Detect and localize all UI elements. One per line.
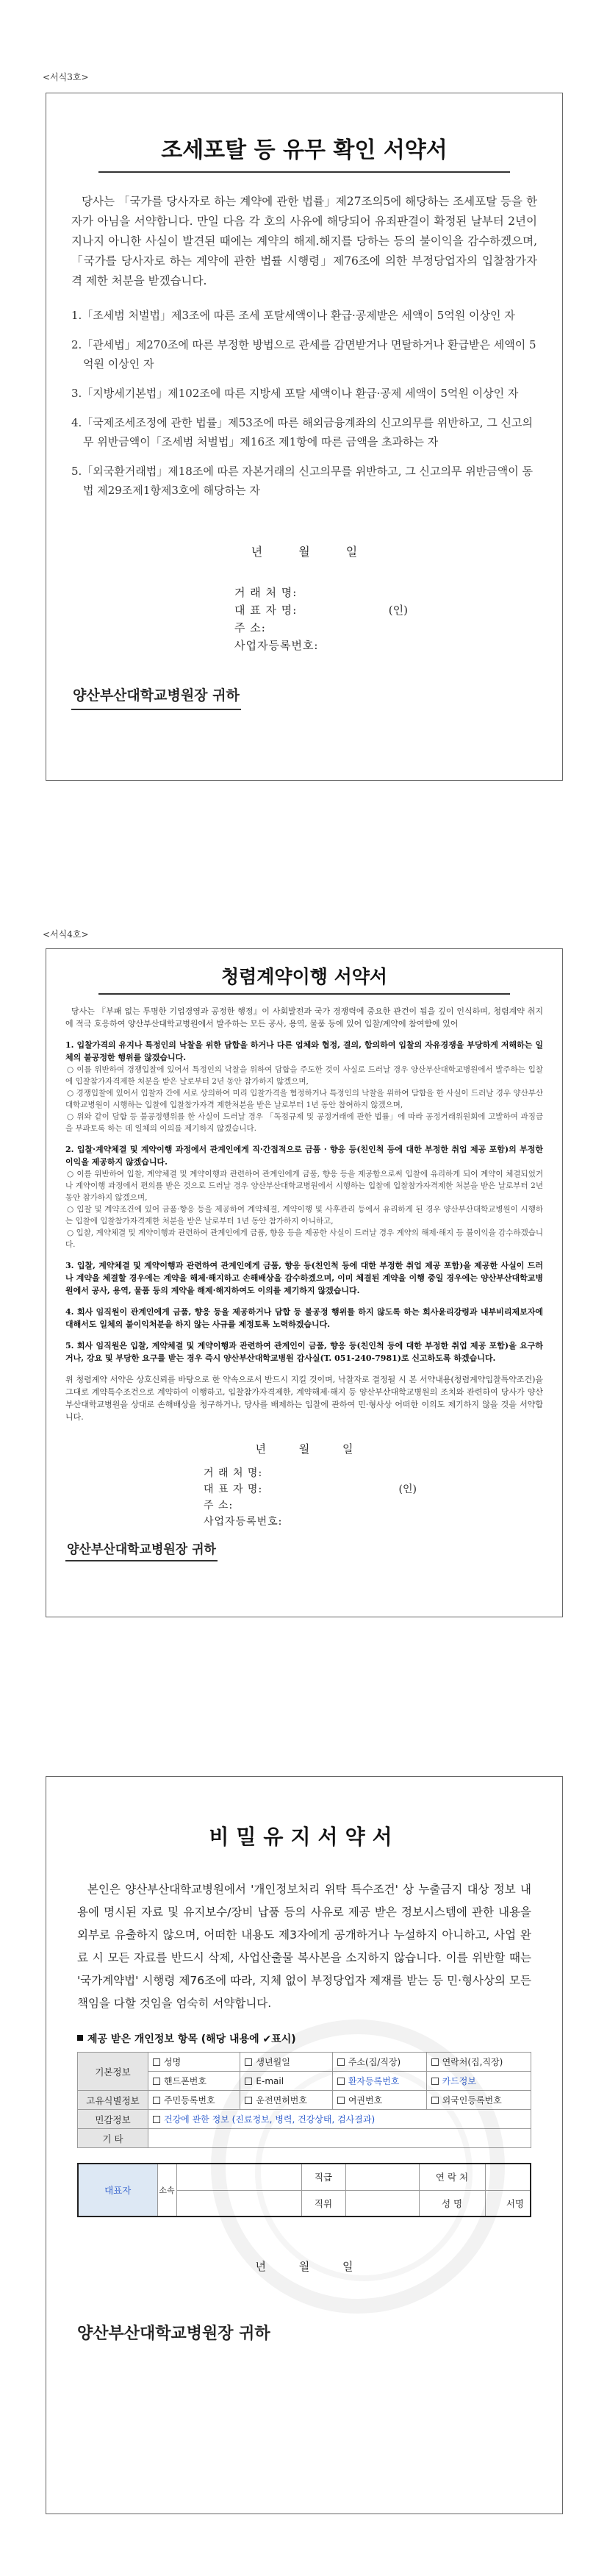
- checkbox-cell[interactable]: [240, 2053, 332, 2072]
- form3-date: 년 월 일: [251, 545, 358, 559]
- form4-item-head: 5. 회사 임직원은 입찰, 계약체결 및 계약이행과 관련하여 관계인이 금품, 향응 등(친인척 등에 대한 부정한 취업 제공 포함)을 요구하거나, 강요 및 부당한 요구를 받는 경우 즉시 양산부산대학교병원 감사실(T. 051-240-7981)로 신고하도록 하겠습니다.: [65, 1341, 543, 1363]
- checkbox-label: 연락처(집,직장): [442, 2057, 503, 2067]
- form3-addressee: 양산부산대학교병원장 귀하: [71, 684, 241, 710]
- sig-label: 대 표 자 명:: [204, 1484, 263, 1495]
- form3-sig-company: [71, 584, 537, 602]
- form4-title: 청렴계약이행 서약서: [220, 966, 388, 987]
- affiliation-label: 소속: [157, 2164, 176, 2217]
- sig-label: 거 래 처 명:: [204, 1467, 263, 1479]
- checkbox-label: 생년월일: [256, 2057, 290, 2067]
- sig-label: 대 표 자 명:: [234, 604, 298, 617]
- checkbox-label: E-mail: [256, 2075, 284, 2086]
- form4-item-head: 4. 회사 임직원이 관계인에게 금품, 향응 등을 제공하거나 담합 등 불공정 행위를 하지 않도록 하는 회사윤리강령과 내부비리제보자에 대해서도 일체의 불이익처분을 하지 않는 사규를 제정토록 노력하겠습니다.: [65, 1307, 543, 1329]
- form4-item: [65, 1306, 543, 1331]
- checkbox-icon[interactable]: [153, 2097, 160, 2104]
- checkbox-icon[interactable]: [245, 2097, 252, 2104]
- table-row: [78, 2091, 531, 2110]
- form3-addressee-wrap: [71, 684, 537, 710]
- checkbox-cell[interactable]: [332, 2053, 426, 2072]
- checkbox-label: 여권번호: [348, 2095, 383, 2105]
- form5-intro: 본인은 양산부산대학교병원에서 '개인정보처리 위탁 특수조건' 상 누출금지 대상 정보 내용에 명시된 자료 및 유지보수/장비 납품 등의 사유로 제공 받은 정보시스템에 관한 내용을 외부로 유출하지 않으며, 어떠한 내용도 제3자에게 공개하거나 누설하지 아니하고, 사업 완료 시 모든 자료를 반드시 삭제, 사업산출물 복사본을 소지하지 않습니다. 이를 위반할 때는 '국가계약법' 시행령 제76조에 따라, 지체 없이 부정당업자 제재를 받는 등 민·형사상의 모든 책임을 다할 것임을 엄숙히 서약합니다.: [77, 1883, 531, 2010]
- form4-item-sub: ○ 위와 같이 담합 등 불공정행위를 한 사실이 드러날 경우 「독점규제 및 공정거래에 관한 법률」에 따라 공정거래위원회에 고발하여 과징금을 부과토록 하는 데 일체의 이의를 제기하지 않겠습니다.: [65, 1112, 543, 1133]
- table-row: [78, 2110, 531, 2129]
- representative-label: 대표자: [78, 2164, 157, 2217]
- sig-label: 사업자등록번호:: [234, 639, 319, 652]
- form4-sig-representative: [65, 1481, 543, 1498]
- form5-title: 비밀유지서약서: [209, 1825, 400, 1849]
- checkbox-cell[interactable]: [332, 2072, 426, 2091]
- category-other: 기 타: [78, 2129, 148, 2148]
- form3-item: 1.「조세범 처벌법」제3조에 따른 조세 포탈세액이나 환급·공제받은 세액이 5억원 이상인 자: [71, 309, 515, 322]
- sig-label: 사업자등록번호:: [204, 1516, 283, 1528]
- checkbox-label: 운전면허번호: [256, 2095, 307, 2105]
- checkbox-cell[interactable]: [426, 2091, 531, 2110]
- form4-item-sub: ○ 입찰 및 계약조건에 있어 금품·향응 등을 제공하여 계약체결, 계약이행 및 사후관리 등에서 유리하게 된 경우 양산부산대학교병원이 시행하는 입찰에 입찰참가자격제한 처분을 받은 날로부터 1년 동안 참가하지 아니하고,: [65, 1205, 543, 1226]
- form4-item-sub: ○ 입찰, 계약체결 및 계약이행과 관련하여 관계인에게 금품, 향응 등을 제공한 사실이 드러날 경우 계약의 해제·해지 등 불이익을 감수하겠습니다.: [65, 1228, 543, 1249]
- checkbox-label: 건강에 관한 정보 (진료정보, 병력, 건강상태, 검사결과): [164, 2114, 376, 2125]
- table-row: [78, 2129, 531, 2148]
- form4-item-head: 3. 입찰, 계약체결 및 계약이행과 관련하여 관계인에게 금품, 향응 등(친인척 등에 대한 부정한 취업 제공 포함)을 제공한 사실이 드러나 계약을 체결할 경우에는 계약을 해제·해지하고 손해배상을 감수하겠으며, 이미 체결된 계약을 이행 중일 경우에는 양산부산대학교병원에서 공사, 용역, 물품 등의 계약을 해제·해지하여도 이의를 제기하지 않겠습니다.: [65, 1261, 543, 1295]
- position-label: 직급: [301, 2164, 345, 2190]
- position-input[interactable]: [345, 2164, 419, 2190]
- form3-sig-address: [71, 620, 537, 637]
- name-label: 성 명: [419, 2190, 485, 2217]
- form4-intro: 당사는 『부패 없는 투명한 기업경영과 공정한 행정』이 사회발전과 국가 경쟁력에 중요한 관건이 됨을 깊이 인식하며, 청렴계약 취지에 적극 호응하여 양산부산대학교병원에서 발주하는 모든 공사, 용역, 물품 등에 있어 입찰/계약에 참여함에 있어: [65, 1006, 543, 1028]
- form4-sig-biz-number: [65, 1514, 543, 1530]
- table-row: [78, 2053, 531, 2072]
- checkbox-icon[interactable]: [431, 2058, 439, 2066]
- form5-document: [46, 1776, 563, 2514]
- checkbox-icon[interactable]: [337, 2078, 345, 2085]
- checkbox-cell[interactable]: [426, 2072, 531, 2091]
- sig-seal: (인): [398, 1484, 417, 1495]
- form3-document: [46, 93, 563, 781]
- checkbox-icon[interactable]: [245, 2058, 252, 2066]
- form4-item-sub: ○ 이를 위반하여 경쟁입찰에 있어서 특정인의 낙찰을 위하여 담합을 주도한 것이 사실로 드러날 경우 양산부산대학교병원에서 발주하는 입찰에 입찰참가자격제한 처분을 받은 날로부터 2년 동안 참가하지 않겠으며,: [65, 1065, 543, 1086]
- form4-date: 년 월 일: [255, 1442, 353, 1456]
- checkbox-icon[interactable]: [245, 2078, 252, 2085]
- form3-item: 3.「지방세기본법」제102조에 따른 지방세 포탈 세액이나 환급·공제 세액이 5억원 이상인 자: [71, 387, 519, 400]
- form5-addressee-wrap: [77, 2321, 531, 2344]
- checkbox-label: 주민등록번호: [164, 2095, 215, 2105]
- personal-info-table: [77, 2052, 531, 2148]
- checkbox-label: 외국인등록번호: [442, 2095, 502, 2105]
- form4-item-sub: ○ 경쟁입찰에 있어서 입찰자 간에 서로 상의하여 미리 입찰가격을 협정하거나 특정인의 낙찰을 위하여 담합을 한 사실이 드러날 경우 양산부산대학교병원이 시행하는 입찰에 입찰참가자격 제한처분을 받은 날로부터 1년 동안 참여하지 않겠으며,: [65, 1089, 543, 1109]
- form4-sig-address: [65, 1498, 543, 1514]
- table-row: [78, 2164, 531, 2190]
- representative-table: [77, 2163, 531, 2217]
- sig-label: 거 래 처 명:: [234, 586, 298, 599]
- form4-addressee-wrap: [65, 1539, 543, 1561]
- checkbox-icon[interactable]: [431, 2097, 439, 2104]
- signature-field[interactable]: 서명: [485, 2190, 531, 2217]
- category-sensitive: 민감정보: [78, 2110, 148, 2129]
- form4-item-sub: ○ 이를 위반하여 입찰, 계약체결 및 계약이행과 관련하여 관계인에게 금품, 향응 등을 제공함으로써 입찰에 유리하게 되어 계약이 체결되었거나 계약이행 과정에서 편의를 받은 것으로 드러날 경우 양산부산대학교병원에서 시행하는 입찰에 입찰참가자격제한 처분을 받은 날로부터 2년 동안 참가하지 않겠으며,: [65, 1170, 543, 1202]
- checkbox-label: 핸드폰번호: [164, 2076, 206, 2086]
- checkbox-cell[interactable]: [240, 2091, 332, 2110]
- form3-sig-representative: [71, 602, 537, 620]
- checkbox-icon[interactable]: [337, 2097, 345, 2104]
- sig-seal: (인): [388, 604, 408, 617]
- form4-title-underline: [98, 993, 510, 995]
- form3-item: 5.「외국환거래법」제18조에 따른 자본거래의 신고의무를 위반하고, 그 신고의무 위반금액이 동법 제29조제1항제3호에 해당하는 자: [71, 465, 533, 497]
- checkbox-cell[interactable]: [332, 2091, 426, 2110]
- square-bullet-icon: [77, 2035, 83, 2041]
- form4-sig-company: [65, 1465, 543, 1481]
- form4-document: [46, 948, 563, 1617]
- sig-label: 주 소:: [234, 621, 266, 634]
- checkbox-cell[interactable]: [148, 2072, 240, 2091]
- checkbox-label: 주소(집/직장): [348, 2057, 401, 2067]
- checkbox-cell[interactable]: [240, 2072, 332, 2091]
- checkbox-label: 카드정보: [442, 2076, 476, 2086]
- category-unique-id: 고유식별정보: [78, 2091, 148, 2110]
- form3-title: 조세포탈 등 유무 확인 서약서: [161, 137, 448, 163]
- other-input-cell[interactable]: [148, 2129, 531, 2148]
- checkbox-cell[interactable]: [148, 2091, 240, 2110]
- sig-label: 주 소:: [204, 1500, 234, 1511]
- form3-item-list: [71, 306, 537, 500]
- form4-closing: 위 청렴계약 서약은 상호신뢰를 바탕으로 한 약속으로서 반드시 지킬 것이며, 낙찰자로 결정될 시 본 서약내용(청렴계약입찰특약조건)을 그대로 계약특수조건으로 계약하여 이행하고, 입찰참가자격제한, 계약해제·해지 등 양산부산대학교병원의 조치와 관련하여 당사가 양산부산대학교병원을 상대로 손해배상을 청구하거나, 당사를 배제하는 입찰에 관하여 민·형사상 어떠한 이의도 제기하지 않을 것을 서약합니다.: [65, 1375, 543, 1422]
- form4-item-head: 2. 입찰·계약체결 및 계약이행 과정에서 관계인에게 직·간접적으로 금품 · 향응 등(친인척 등에 대한 부정한 취업 제공 포함)의 부정한 이익을 제공하지 않겠습니다.: [65, 1145, 543, 1167]
- form4-item-head: 1. 입찰가격의 유지나 특정인의 낙찰을 위한 담합을 하거나 다른 업체와 협정, 결의, 합의하여 입찰의 자유경쟁을 부당하게 저해하는 일체의 불공정한 행위를 않겠습니다.: [65, 1040, 543, 1062]
- checkbox-icon[interactable]: [153, 2116, 160, 2123]
- checkbox-cell[interactable]: [148, 2053, 240, 2072]
- form5-date: 년 월 일: [255, 2260, 353, 2273]
- checkbox-icon[interactable]: [431, 2078, 439, 2085]
- form3-signature-block: [71, 584, 537, 655]
- form4-addressee: 양산부산대학교병원장 귀하: [65, 1539, 218, 1561]
- form3-sig-biz-number: [71, 637, 537, 655]
- checkbox-cell[interactable]: [148, 2110, 531, 2129]
- category-basic: 기본정보: [78, 2053, 148, 2091]
- form3-intro: 당사는 「국가를 당사자로 하는 계약에 관한 법률」제27조의5에 해당하는 조세포탈 등을 한 자가 아님을 서약합니다. 만일 다음 각 호의 사유에 해당되어 유죄판결이 확정된 날부터 2년이 지나지 아니한 사실이 발견된 때에는 계약의 해제.해지를 당하는 등의 불이익을 감수하겠으며, 「국가를 당사자로 하는 계약에 관한 법률 시행령」제76조에 의한 부정당업자의 입찰참가자격 제한 처분을 받겠습니다.: [71, 195, 537, 287]
- affiliation-input[interactable]: [176, 2164, 301, 2190]
- form4-label: <서식4호>: [43, 929, 89, 940]
- section-title-text: 제공 받은 개인정보 항목 (해당 내용에 ✔표시): [87, 2033, 296, 2045]
- form5-section-title: [77, 2031, 531, 2046]
- form3-item: 2.「관세법」제270조에 따른 부정한 방법으로 관세를 감면받거나 면탈하거나 환급받은 세액이 5억원 이상인 자: [71, 338, 536, 371]
- contact-input[interactable]: [485, 2164, 531, 2190]
- affiliation-input-2[interactable]: [176, 2190, 301, 2217]
- form5-addressee: 양산부산대학교병원장 귀하: [77, 2325, 270, 2343]
- form4-signature-block: [65, 1465, 543, 1530]
- form3-item: 4.「국제조세조정에 관한 법률」제53조에 따른 해외금융계좌의 신고의무를 위반하고, 그 신고의무 위반금액이「조세범 처벌법」제16조 제1항에 따른 금액을 초과하는 자: [71, 416, 533, 448]
- form4-item: [65, 1143, 543, 1251]
- checkbox-label: 환자등록번호: [348, 2076, 400, 2086]
- checkbox-cell[interactable]: [426, 2053, 531, 2072]
- checkbox-icon[interactable]: [337, 2058, 345, 2066]
- form3-label: <서식3호>: [43, 72, 89, 82]
- form4-item: [65, 1039, 543, 1134]
- checkbox-icon[interactable]: [153, 2078, 160, 2085]
- checkbox-label: 성명: [164, 2057, 182, 2067]
- form4-item: [65, 1259, 543, 1297]
- form3-title-underline: [98, 171, 510, 173]
- form4-item: [65, 1339, 543, 1364]
- contact-label: 연 락 처: [419, 2164, 485, 2190]
- checkbox-icon[interactable]: [153, 2058, 160, 2066]
- duty-label: 직위: [301, 2190, 345, 2217]
- duty-input[interactable]: [345, 2190, 419, 2217]
